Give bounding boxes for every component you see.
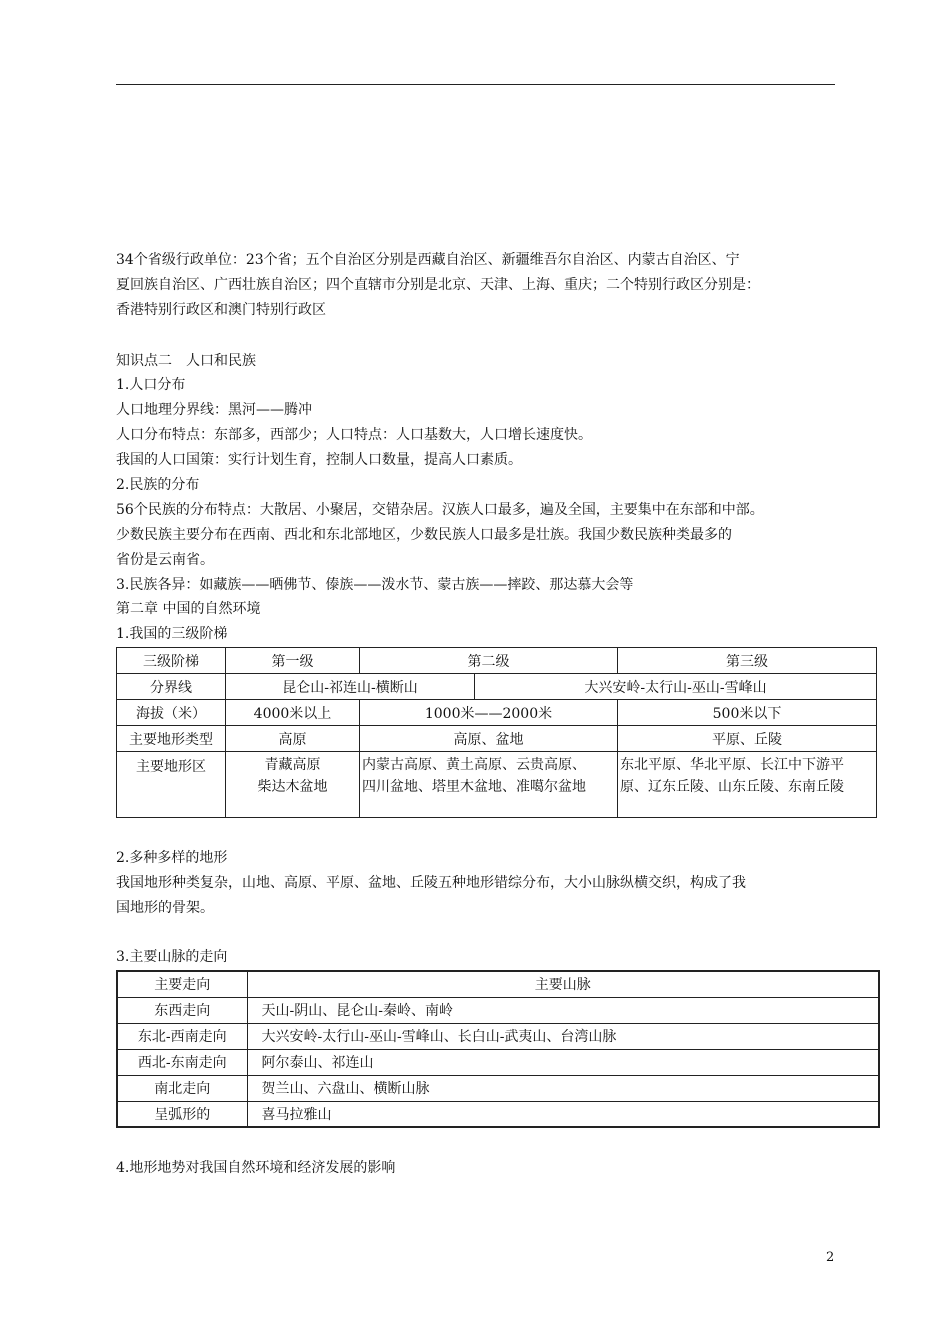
page-number: 2: [826, 1250, 835, 1265]
table-row: [117, 726, 877, 752]
table-cell: 高原、盆地: [360, 726, 618, 752]
row-label: 分界线: [117, 674, 226, 700]
heading-mountains: 3.主要山脉的走向: [116, 949, 228, 965]
table-cell: [226, 752, 360, 818]
row-label: 海拔（米）: [117, 700, 226, 726]
table-row: [117, 648, 877, 674]
heading-impact: 4.地形地势对我国自然环境和经济发展的影响: [116, 1160, 396, 1176]
header-cell: 主要山脉: [247, 971, 879, 997]
direction-cell: 东西走向: [117, 997, 247, 1023]
ranges-cell: 天山-阴山、昆仑山-秦岭、南岭: [247, 997, 879, 1023]
mountain-ranges-table: [116, 970, 880, 1128]
table-row: [117, 997, 879, 1023]
table-cell: 平原、丘陵: [618, 726, 877, 752]
table-cell: 4000米以上: [226, 700, 360, 726]
region-text: 青藏高原: [264, 757, 321, 773]
landform-line-2: 国地形的骨架。: [116, 900, 214, 916]
direction-cell: 呈弧形的: [117, 1101, 247, 1127]
table-row: [117, 674, 877, 700]
heading-ethnic: 2.民族的分布: [116, 477, 200, 493]
admin-line-2: 夏回族自治区、广西壮族自治区；四个直辖市分别是北京、天津、上海、重庆；二个特别行政区分别是：: [116, 277, 760, 293]
table-cell: 大兴安岭-太行山-巫山-雪峰山: [475, 674, 877, 700]
header-cell: 第三级: [618, 648, 877, 674]
header-rule: [116, 84, 835, 85]
heading-terrain-steps: 1.我国的三级阶梯: [116, 626, 228, 642]
region-text: 内蒙古高原、黄土高原、云贵高原、: [362, 757, 586, 773]
table-row: [117, 1101, 879, 1127]
ethnic-line-1: 56个民族的分布特点：大散居、小聚居，交错杂居。汉族人口最多，遍及全国，主要集中在东部和中部。: [116, 502, 764, 518]
row-label: 主要地形类型: [117, 726, 226, 752]
heading-landform: 2.多种多样的地形: [116, 850, 228, 866]
chapter-title: 第二章 中国的自然环境: [116, 601, 261, 617]
ethnic-customs: 3.民族各异：如藏族——晒佛节、傣族——泼水节、蒙古族——摔跤、那达慕大会等: [116, 577, 634, 593]
table-row: [117, 752, 877, 818]
table-row: [117, 971, 879, 997]
direction-cell: 南北走向: [117, 1075, 247, 1101]
table-cell: [618, 752, 877, 818]
ranges-cell: 大兴安岭-太行山-巫山-雪峰山、长白山-武夷山、台湾山脉: [247, 1023, 879, 1049]
header-cell: 主要走向: [117, 971, 247, 997]
population-features: 人口分布特点：东部多，西部少；人口特点：人口基数大，人口增长速度快。: [116, 427, 592, 443]
table-cell: 1000米——2000米: [360, 700, 618, 726]
terrain-steps-table: [116, 647, 877, 818]
table-row: [117, 700, 877, 726]
region-text: 东北平原、华北平原、长江中下游平: [620, 757, 844, 773]
table-cell: 昆仑山-祁连山-横断山: [226, 674, 475, 700]
ethnic-line-3: 省份是云南省。: [116, 552, 214, 568]
table-cell: 500米以下: [618, 700, 877, 726]
population-policy: 我国的人口国策：实行计划生育，控制人口数量，提高人口素质。: [116, 452, 522, 468]
section-title: 知识点二 人口和民族: [116, 353, 256, 369]
direction-cell: 西北-东南走向: [117, 1049, 247, 1075]
header-cell: 三级阶梯: [117, 648, 226, 674]
landform-line-1: 我国地形种类复杂，山地、高原、平原、盆地、丘陵五种地形错综分布，大小山脉纵横交织，构成了我: [116, 875, 746, 891]
region-text: 柴达木盆地: [257, 779, 328, 795]
row-label: 主要地形区: [117, 752, 226, 818]
header-cell: 第二级: [360, 648, 618, 674]
table-cell: [360, 752, 618, 818]
heading-population: 1.人口分布: [116, 377, 186, 393]
direction-cell: 东北-西南走向: [117, 1023, 247, 1049]
ethnic-line-2: 少数民族主要分布在西南、西北和东北部地区，少数民族人口最多是壮族。我国少数民族种类最多的: [116, 527, 732, 543]
header-cell: 第一级: [226, 648, 360, 674]
table-row: [117, 1049, 879, 1075]
ranges-cell: 贺兰山、六盘山、横断山脉: [247, 1075, 879, 1101]
table-cell: 高原: [226, 726, 360, 752]
admin-line-3: 香港特别行政区和澳门特别行政区: [116, 302, 326, 318]
population-line: 人口地理分界线：黑河——腾冲: [116, 402, 312, 418]
ranges-cell: 阿尔泰山、祁连山: [247, 1049, 879, 1075]
region-text: 四川盆地、塔里木盆地、准噶尔盆地: [362, 779, 586, 795]
region-text: 原、辽东丘陵、山东丘陵、东南丘陵: [620, 779, 844, 795]
table-row: [117, 1023, 879, 1049]
admin-line-1: 34个省级行政单位：23个省；五个自治区分别是西藏自治区、新疆维吾尔自治区、内蒙古自治区、宁: [116, 252, 740, 268]
ranges-cell: 喜马拉雅山: [247, 1101, 879, 1127]
table-row: [117, 1075, 879, 1101]
